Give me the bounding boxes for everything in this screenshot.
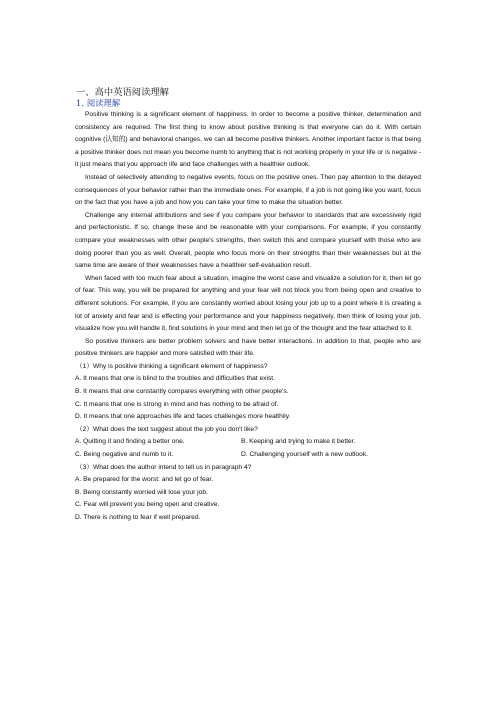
paragraph-2: Instead of selectively attending to negative events, focus on the positive ones. Then pay attention to the delayed consequences of your behavior rather than the immediate ones. For example, if a job is not going like you want, focus on the fact that you have a job and how you can take your time to make the situation better.	[75, 173, 421, 207]
section-heading: 一、高中英语阅读理解	[76, 87, 169, 98]
sub-heading	[76, 97, 120, 109]
question-2-option-c: C. Being negative and numb to it.	[75, 451, 174, 459]
paragraph-5: So positive thinkers are better problem solvers and have better interactions. In addition to that, people who are positive thinkers are happier and more satisfied with their life.	[75, 337, 421, 358]
question-1-stem: （1）Why is positive thinking a significant element of happiness?	[76, 362, 268, 370]
question-1-option-d: D. It means that one approaches life and faces challenges more healthily.	[75, 413, 291, 421]
passage-body	[75, 109, 421, 525]
question-2-option-d: D. Challenging yourself with a new outlook.	[241, 451, 368, 459]
question-3-option-d: D. There is nothing to fear if well prepared.	[75, 514, 201, 521]
paragraph-3: Challenge any internal attributions and see if you compare your behavior to standards that are excessively rigid and perfectionistic. If so, change these and be reasonable with your comparisons. For example, if you constantly compare your weaknesses with other people's strengths, then switch this and compare yourself with those who are doing poorer than you as well. Overall, people who focus more on their strengths than their weaknesses but at the same time are aware of their weaknesses have a healthier self-evaluation result.	[75, 211, 421, 270]
question-2-options-row-2	[75, 449, 421, 462]
question-3-stem: （3）What does the author intend to tell us in paragraph 4?	[76, 463, 252, 471]
question-2-option-b: B. Keeping and trying to make it better.	[241, 438, 356, 446]
question-2-option-a: A. Quitting it and finding a better one.	[75, 438, 185, 446]
sub-heading-number: 1.	[76, 98, 84, 108]
paragraph-1: Positive thinking is a significant element of happiness. In order to become a positive thinker, determination and consistency are required. The first thing to know about positive thinking is that everyone can do it. With certain cognitive (认知的) and behavioral changes, we can all become positive thinkers. Another important factor is that being a positive thinker does not mean you become numb to anything that is not working properly in your life or is negative - it just means that you approach life and face challenges with a healthier outlook.	[75, 111, 421, 169]
question-3-option-a: A. Be prepared for the worst: and let go of fear.	[75, 476, 214, 484]
question-3-option-b: B. Being constantly worried will lose your job.	[75, 488, 208, 496]
question-1-option-b: B. It means that one constantly compares everything with other people's.	[75, 388, 289, 396]
question-2-options-row-1	[75, 436, 421, 449]
sub-heading-label: 阅读理解	[86, 98, 121, 108]
question-2-stem: （2）What does the text suggest about the job you don't like?	[76, 425, 258, 433]
paragraph-4: When faced with too much fear about a situation, imagine the worst case and visualize a solution for it, then let go of fear. This way, you will be prepared for anything and your fear will not block you from being open and creative to different solutions. For example, if you are constantly worried about losing your job up to a point where it is creating a lot of anxiety and fear and is effecting your performance and your happiness negatively, then think of losing your job, visualize how you will handle it, find solutions in your mind and then let go of the thought and the fear attached to it.	[75, 274, 421, 333]
question-1-option-a: A. It means that one is blind to the troubles and difficulties that exist.	[75, 375, 275, 383]
question-1-option-c: C. It means that one is strong in mind and has nothing to be afraid of.	[75, 400, 279, 408]
question-3-option-c: C. Fear will prevent you being open and creative.	[75, 501, 220, 509]
